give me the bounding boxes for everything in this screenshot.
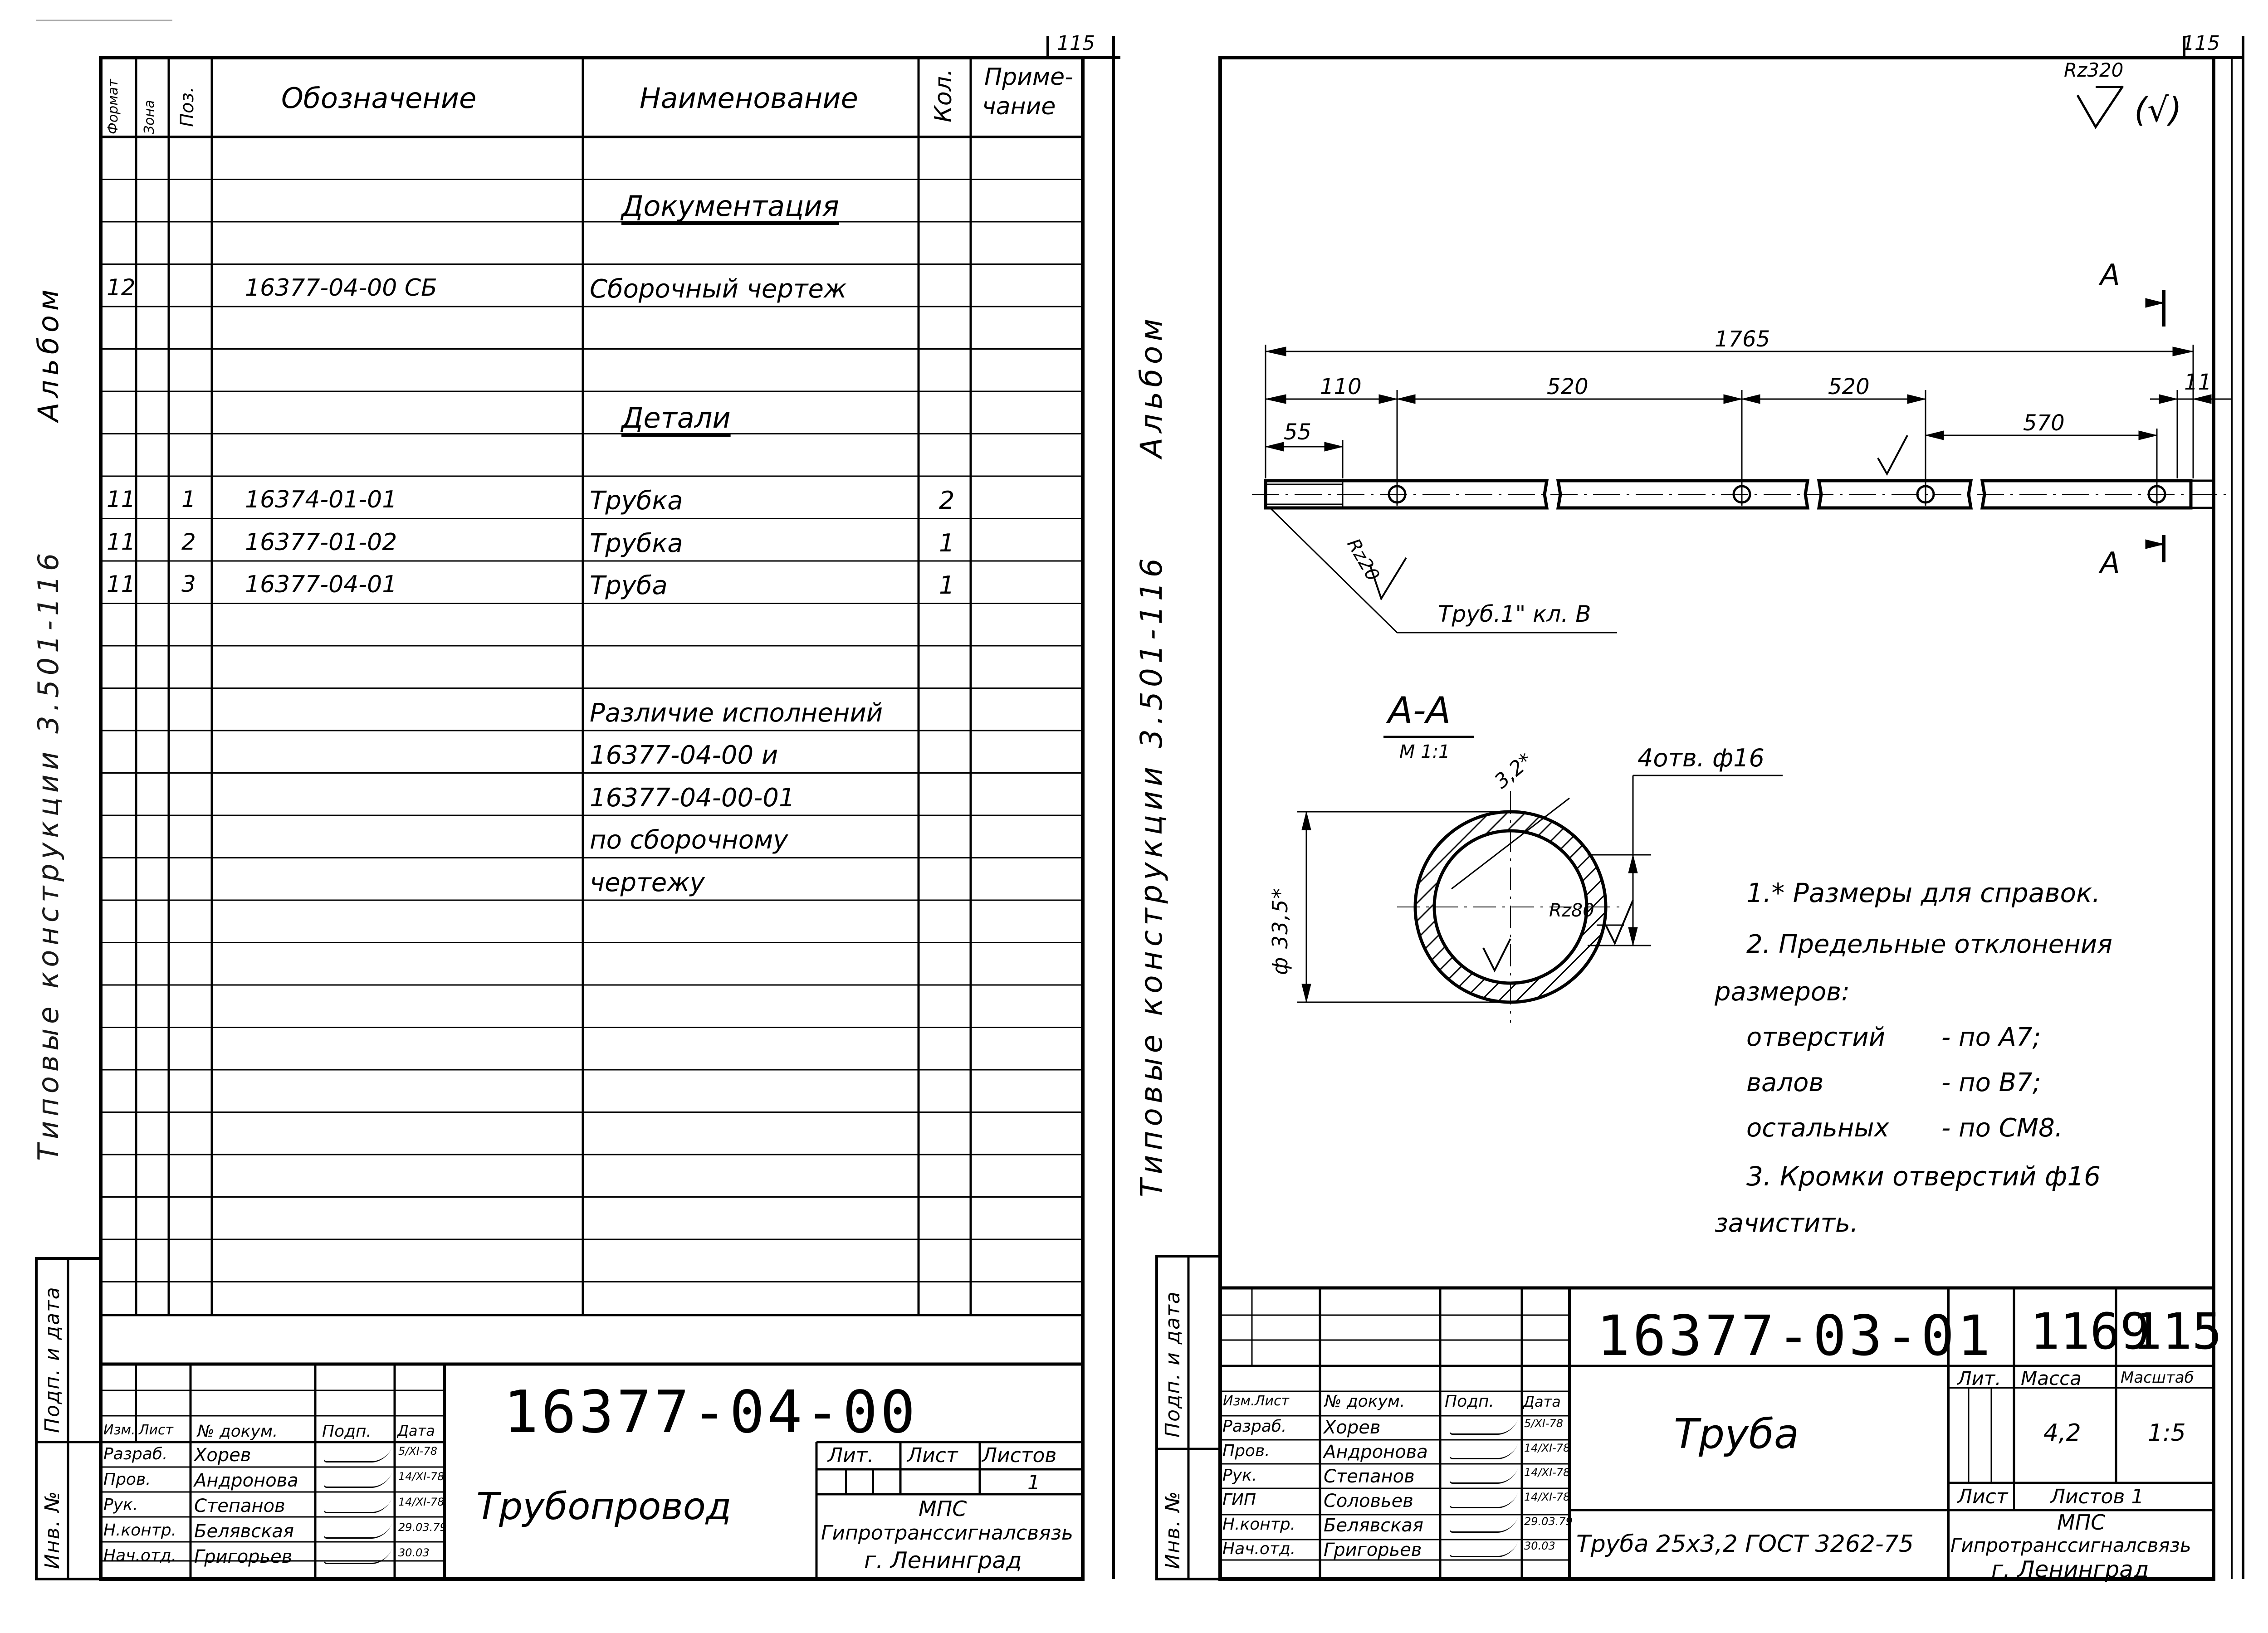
signature-role: Нач.отд. xyxy=(103,1546,177,1565)
pipe-spec-label: Труб.1" кл. В xyxy=(1438,601,1591,627)
row-name: по сборочному xyxy=(590,825,788,855)
row-format: 11 xyxy=(107,571,136,597)
note-3b: зачистить. xyxy=(1715,1209,1858,1238)
left-org-3: г. Ленинград xyxy=(864,1547,1022,1574)
signature-date: 14/XI-78 xyxy=(1524,1466,1570,1479)
left-doc-code: 16377-04-00 xyxy=(503,1379,918,1446)
signature-name: Белявская xyxy=(194,1521,294,1542)
note-1: 1.* Размеры для справок. xyxy=(1746,877,2101,908)
signature-role: Пров. xyxy=(103,1470,151,1489)
rtb-data: Дата xyxy=(1523,1393,1561,1410)
left-org-2: Гипротранссигналсвязь xyxy=(821,1521,1073,1545)
row-designation: 16374-01-01 xyxy=(245,486,397,513)
right-side-album: Альбом xyxy=(1134,314,1169,458)
signature-date: 14/XI-78 xyxy=(1524,1491,1570,1503)
section-marker-top: А xyxy=(2100,258,2120,292)
left-side-podp: Подп. и дата xyxy=(41,1286,64,1433)
signature-role: Н.контр. xyxy=(103,1521,177,1540)
signature-date: 29.03.79 xyxy=(398,1521,447,1534)
section-scale: М 1:1 xyxy=(1399,741,1450,762)
note-other-tol: - по СМ8. xyxy=(1941,1113,2063,1143)
tb-ndoc: № докум. xyxy=(197,1422,278,1441)
signature-name: Белявская xyxy=(1324,1515,1423,1536)
right-scale-value: 1:5 xyxy=(2148,1419,2186,1447)
dim-11: 11 xyxy=(2184,370,2212,395)
right-sheet-number: 115 xyxy=(2182,32,2220,55)
diameter-label: ф 33,5* xyxy=(1268,887,1292,975)
signature-role: Разраб. xyxy=(1222,1417,1287,1436)
signature-date: 30.03 xyxy=(1524,1540,1555,1552)
row-position: 1 xyxy=(181,486,196,512)
note-shafts: валов xyxy=(1746,1068,1824,1097)
right-sheets-label: Листов 1 xyxy=(2050,1485,2144,1508)
right-side-typical: Типовые конструкции 3.501-116 xyxy=(1134,554,1169,1197)
row-format: 11 xyxy=(107,528,136,555)
right-org-2: Гипротранссигналсвязь xyxy=(1950,1534,2191,1556)
row-quantity: 2 xyxy=(939,486,955,515)
rz-top-paren: (√) xyxy=(2134,91,2182,130)
signature-role: Рук. xyxy=(103,1496,138,1514)
signature-name: Григорьев xyxy=(1324,1540,1422,1560)
signature-name: Соловьев xyxy=(1324,1491,1413,1511)
rz-top-label: Rz320 xyxy=(2064,59,2124,81)
header-note-1: Приме- xyxy=(984,63,1073,91)
material-label: Труба 25х3,2 ГОСТ 3262-75 xyxy=(1576,1531,1914,1558)
left-doc-name: Трубопровод xyxy=(476,1485,732,1528)
left-side-typical: Типовые конструкции 3.501-116 xyxy=(32,548,65,1161)
rtb-podp: Подп. xyxy=(1445,1392,1494,1411)
tb-list: Лист xyxy=(139,1422,174,1438)
dim-total: 1765 xyxy=(1715,327,1770,352)
row-designation: 16377-01-02 xyxy=(245,528,397,556)
header-qty: Кол. xyxy=(930,68,957,122)
cross-section-drawing xyxy=(1297,737,1783,1023)
note-3: 3. Кромки отверстий ф16 xyxy=(1746,1161,2101,1192)
left-org-1: МПС xyxy=(919,1497,967,1521)
signature-date: 14/XI-78 xyxy=(1524,1442,1570,1454)
roughness-symbol-icon xyxy=(2077,86,2123,127)
row-name: Труба xyxy=(590,571,668,600)
note-shafts-tol: - по В7; xyxy=(1941,1068,2041,1097)
rtb-izm: Изм. xyxy=(1223,1393,1255,1409)
row-name: Трубка xyxy=(590,486,683,516)
row-name: Сборочный чертеж xyxy=(590,274,847,304)
signature-name: Андронова xyxy=(194,1470,298,1491)
signature-name: Андронова xyxy=(1324,1442,1428,1462)
section-marker-bottom: А xyxy=(2100,546,2120,580)
signature-role: Пров. xyxy=(1222,1442,1270,1460)
signature-name: Хорев xyxy=(1324,1417,1381,1438)
right-org-3: г. Ленинград xyxy=(1991,1556,2149,1583)
signature-role: Н.контр. xyxy=(1222,1515,1296,1534)
signature-role: Разраб. xyxy=(103,1445,168,1463)
signature-date: 30.03 xyxy=(398,1546,430,1559)
note-2b: размеров: xyxy=(1715,977,1850,1007)
dim-570: 570 xyxy=(2023,410,2065,436)
row-format: 11 xyxy=(107,486,136,512)
left-sheets-value: 1 xyxy=(1027,1471,1040,1494)
header-note-2: чание xyxy=(982,93,1056,120)
note-2: 2. Предельные отклонения xyxy=(1746,930,2112,959)
note-holes: отверстий xyxy=(1746,1023,1886,1052)
right-side-inv: Инв. № xyxy=(1161,1490,1184,1569)
rtb-list: Лист xyxy=(1255,1393,1290,1409)
right-mass-value: 4,2 xyxy=(2043,1419,2081,1447)
stamp-2: 115 xyxy=(2132,1302,2222,1360)
signature-date: 5/XI-78 xyxy=(1524,1417,1564,1430)
dim-110: 110 xyxy=(1320,374,1362,400)
signature-date: 29.03.79 xyxy=(1524,1515,1573,1528)
row-name: Различие исполнений xyxy=(590,698,883,728)
right-mass-label: Масса xyxy=(2021,1367,2082,1389)
row-designation: 16377-04-00 СБ xyxy=(245,274,437,302)
row-quantity: 1 xyxy=(939,528,955,557)
signature-date: 14/XI-78 xyxy=(398,1496,445,1508)
signature-role: ГИП xyxy=(1222,1491,1256,1509)
rz80-label: Rz80 xyxy=(1549,900,1594,921)
row-format: 12 xyxy=(107,274,136,301)
signature-role: Рук. xyxy=(1222,1466,1257,1485)
right-doc-code: 16377-03-01 xyxy=(1597,1304,1993,1368)
signature-name: Степанов xyxy=(194,1496,285,1516)
note-holes-tol: - по А7; xyxy=(1941,1023,2041,1052)
row-quantity: 1 xyxy=(939,571,955,600)
right-sheet-label: Лист xyxy=(1957,1485,2008,1508)
left-side-inv: Инв. № xyxy=(41,1490,64,1569)
tb-izm: Изм. xyxy=(103,1422,136,1438)
signature-name: Степанов xyxy=(1324,1466,1415,1487)
row-name: Документация xyxy=(621,189,839,223)
note-other: остальных xyxy=(1746,1113,1889,1143)
left-sheet-number: 115 xyxy=(1057,32,1095,55)
header-pos: Поз. xyxy=(177,87,198,127)
right-lit-label: Лит. xyxy=(1957,1367,2001,1389)
rtb-ndoc: № докум. xyxy=(1325,1392,1405,1411)
right-side-podp: Подп. и дата xyxy=(1161,1291,1184,1438)
signature-date: 5/XI-78 xyxy=(398,1445,438,1458)
signature-name: Хорев xyxy=(194,1445,251,1466)
stamp-1: 1169 xyxy=(2030,1302,2150,1360)
dim-520b: 520 xyxy=(1828,374,1870,400)
signature-date: 14/XI-78 xyxy=(398,1470,445,1483)
header-format: Формат xyxy=(105,79,121,134)
left-lit-label: Лит. xyxy=(828,1444,874,1467)
row-position: 3 xyxy=(181,571,196,597)
right-frame xyxy=(1116,0,2268,1633)
header-name: Наименование xyxy=(640,82,858,115)
row-name: 16377-04-00-01 xyxy=(590,783,795,813)
header-designation: Обозначение xyxy=(281,82,477,115)
holes-label: 4отв. ф16 xyxy=(1637,744,1765,772)
tb-data: Дата xyxy=(397,1422,435,1439)
right-scale-label: Масштаб xyxy=(2121,1369,2194,1387)
dim-520a: 520 xyxy=(1547,374,1589,400)
row-position: 2 xyxy=(181,528,196,555)
section-title: А-А xyxy=(1388,689,1451,731)
signature-role: Нач.отд. xyxy=(1222,1540,1296,1558)
left-sheets-label: Листов xyxy=(982,1444,1057,1467)
dim-55: 55 xyxy=(1284,419,1312,445)
rz20-label: Rz20 xyxy=(1343,535,1383,585)
row-name: Трубка xyxy=(590,528,683,558)
left-side-album: Альбом xyxy=(32,285,65,422)
left-sheet-label: Лист xyxy=(907,1444,958,1467)
tb-podp: Подп. xyxy=(322,1422,371,1441)
right-org-1: МПС xyxy=(2057,1510,2106,1535)
row-name: чертежу xyxy=(590,868,705,897)
row-name: 16377-04-00 и xyxy=(590,741,778,770)
header-zone: Зона xyxy=(142,100,157,134)
row-designation: 16377-04-01 xyxy=(245,571,397,598)
row-name: Детали xyxy=(621,401,731,434)
thickness-label: 3,2* xyxy=(1490,748,1537,794)
signature-name: Григорьев xyxy=(194,1546,293,1567)
right-doc-name: Труба xyxy=(1674,1410,1799,1458)
